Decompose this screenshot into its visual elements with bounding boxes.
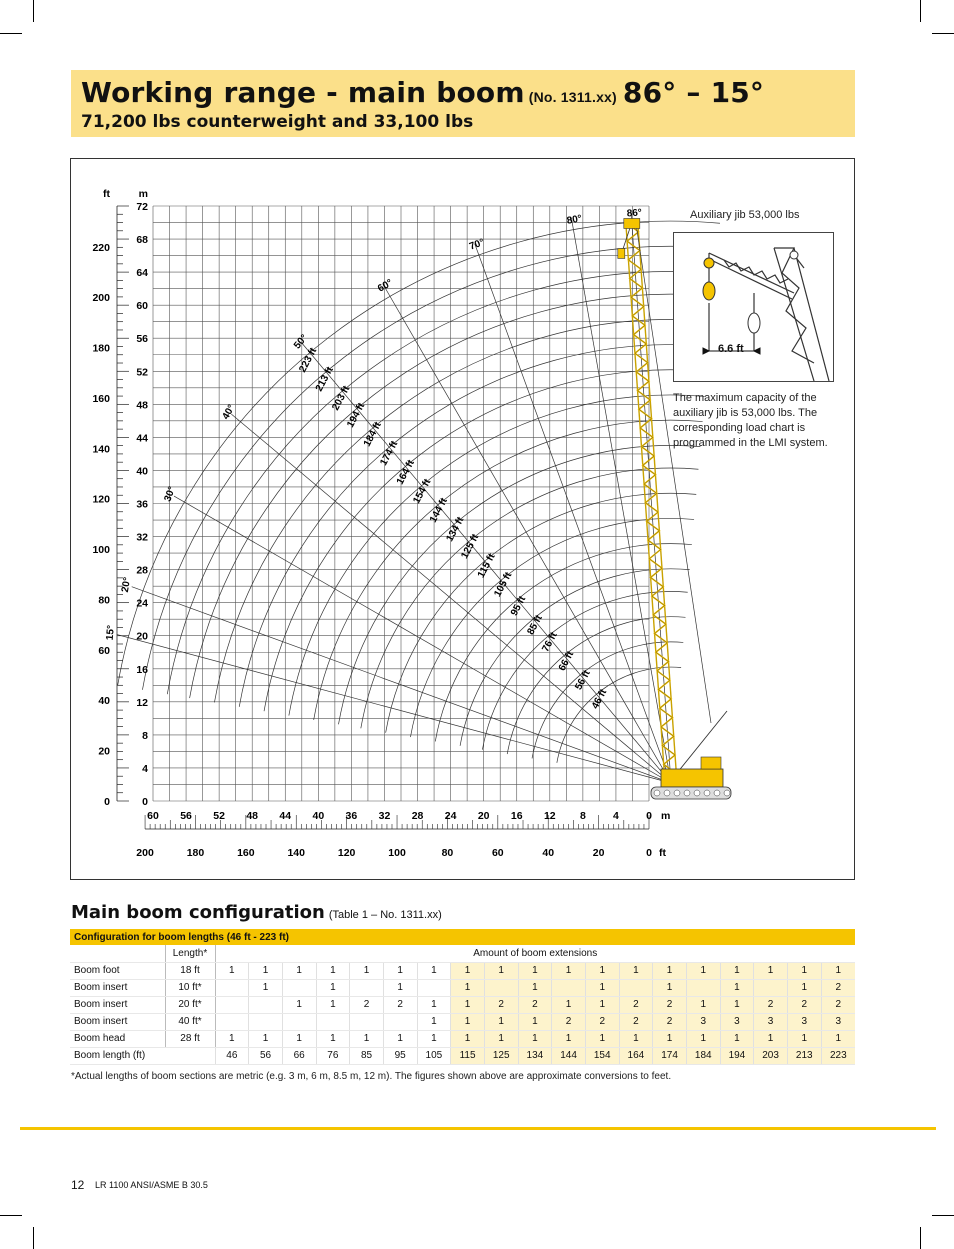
document-reference: LR 1100 ANSI/ASME B 30.5 xyxy=(95,1180,208,1190)
table-cell: 1 xyxy=(484,962,518,979)
table-cell: 1 xyxy=(686,1030,720,1047)
table-cell xyxy=(316,1013,350,1030)
y-tick-label-ft: 160 xyxy=(92,392,110,405)
table-cell: 1 xyxy=(720,1030,754,1047)
y-tick-label-ft: 60 xyxy=(98,644,110,657)
track-roller xyxy=(694,790,700,796)
upper-carriage xyxy=(661,769,723,787)
y-tick-label-ft: 180 xyxy=(92,342,110,355)
counterweight xyxy=(701,757,721,769)
boom-length-label: 66 ft xyxy=(556,649,577,673)
total-cell: 184 xyxy=(686,1047,720,1064)
extensions-header: Amount of boom extensions xyxy=(215,945,855,962)
boom-angle-label: 15° xyxy=(104,624,117,641)
total-cell: 125 xyxy=(484,1047,518,1064)
table-reference: (Table 1 – No. 1311.xx) xyxy=(328,909,442,921)
track-roller xyxy=(714,790,720,796)
boom-length-label: 213 ft xyxy=(313,365,336,394)
table-cell: 1 xyxy=(518,979,552,996)
boom-angle-label: 20° xyxy=(119,576,134,594)
table-cell: 1 xyxy=(585,996,619,1013)
table-cell: 1 xyxy=(552,996,586,1013)
table-cell: 1 xyxy=(754,962,788,979)
table-cell: 1 xyxy=(787,1030,821,1047)
row-label: Boom foot xyxy=(70,962,165,979)
hook-block xyxy=(618,248,625,258)
jib-dimension: 6.6 ft xyxy=(718,343,744,355)
title-banner xyxy=(71,70,855,137)
x-unit-m: m xyxy=(661,810,671,822)
table-row xyxy=(70,996,855,1013)
crop-mark xyxy=(33,0,34,22)
table-cell: 1 xyxy=(821,962,855,979)
total-cell: 213 xyxy=(787,1047,821,1064)
table-header: Configuration for boom lengths (46 ft - 223 ft) xyxy=(70,929,855,945)
track-roller xyxy=(664,790,670,796)
table-cell: 2 xyxy=(821,979,855,996)
boom-angle-label: 80° xyxy=(565,213,583,227)
table-cell: 1 xyxy=(619,962,653,979)
total-cell: 76 xyxy=(316,1047,350,1064)
x-tick-label-m: 36 xyxy=(345,810,358,822)
table-cell xyxy=(383,1013,417,1030)
table-cell: 2 xyxy=(821,996,855,1013)
table-cell: 1 xyxy=(787,979,821,996)
table-cell xyxy=(552,979,586,996)
table-cell: 1 xyxy=(552,1030,586,1047)
table-cell: 1 xyxy=(383,979,417,996)
table-cell xyxy=(282,1013,316,1030)
table-cell: 3 xyxy=(720,1013,754,1030)
boom-length-label: 56 ft xyxy=(573,668,593,692)
x-unit-ft: ft xyxy=(659,847,666,859)
total-cell: 46 xyxy=(215,1047,249,1064)
table-cell xyxy=(350,979,384,996)
x-tick-label-m: 8 xyxy=(579,810,586,822)
track-roller xyxy=(704,790,710,796)
y-tick-label-m: 44 xyxy=(136,432,148,445)
jib-illustration xyxy=(673,232,834,382)
angle-range: 86° – 15° xyxy=(622,76,765,109)
x-tick-label-ft: 120 xyxy=(337,847,356,859)
total-cell: 115 xyxy=(451,1047,485,1064)
table-row xyxy=(70,979,855,996)
table-cell: 1 xyxy=(720,979,754,996)
table-cell: 1 xyxy=(316,962,350,979)
table-cell: 1 xyxy=(282,1030,316,1047)
x-tick-label-m: 0 xyxy=(646,810,652,822)
boom-length-label: 85 ft xyxy=(525,613,545,637)
boom-length-label: 174 ft xyxy=(378,439,401,468)
chart-grid xyxy=(153,206,649,801)
section-title-text: Main boom configuration xyxy=(71,902,325,923)
row-label: Boom insert xyxy=(70,979,165,996)
y-tick-label-m: 68 xyxy=(136,234,148,247)
row-length: 18 ft xyxy=(165,962,215,979)
y-tick-label-m: 56 xyxy=(136,333,148,346)
boom-length-label: 105 ft xyxy=(492,570,515,599)
table-cell: 2 xyxy=(653,1013,687,1030)
boom-length-arc xyxy=(118,221,720,685)
boom-length-label: 144 ft xyxy=(427,496,450,525)
x-tick-label-ft: 160 xyxy=(237,847,255,859)
crop-mark xyxy=(920,0,921,22)
boom-length-label: 46 ft xyxy=(589,687,610,711)
x-tick-label-m: 16 xyxy=(510,810,523,822)
boom-length-label: 223 ft xyxy=(297,346,320,375)
x-tick-label-m: 44 xyxy=(279,810,292,822)
boom-length-label: 125 ft xyxy=(459,532,482,561)
y-tick-label-ft: 100 xyxy=(92,544,110,557)
x-tick-label-ft: 100 xyxy=(388,847,406,859)
x-tick-label-ft: 80 xyxy=(441,847,454,859)
table-cell: 1 xyxy=(484,1013,518,1030)
table-header-row xyxy=(70,929,855,945)
total-cell: 56 xyxy=(249,1047,283,1064)
x-tick-label-ft: 0 xyxy=(646,847,652,859)
table-cell: 2 xyxy=(552,1013,586,1030)
row-length: 28 ft xyxy=(165,1030,215,1047)
total-cell: 194 xyxy=(720,1047,754,1064)
y-unit-ft: ft xyxy=(103,188,110,200)
table-cell: 2 xyxy=(585,1013,619,1030)
total-cell: 223 xyxy=(821,1047,855,1064)
table-cell: 3 xyxy=(821,1013,855,1030)
y-tick-label-m: 60 xyxy=(136,300,148,313)
y-tick-label-m: 4 xyxy=(142,762,148,775)
x-tick-label-ft: 60 xyxy=(491,847,504,859)
total-cell: 85 xyxy=(350,1047,384,1064)
table-cell: 2 xyxy=(787,996,821,1013)
boom-length-arc xyxy=(435,544,692,742)
x-tick-label-m: 12 xyxy=(543,810,556,822)
boom-angle-ray xyxy=(631,211,671,783)
boom-angle-ray xyxy=(117,634,671,783)
table-cell: 1 xyxy=(316,996,350,1013)
table-cell: 3 xyxy=(686,1013,720,1030)
boom-configuration-table xyxy=(70,929,855,1065)
total-cell: 174 xyxy=(653,1047,687,1064)
table-cell: 1 xyxy=(316,979,350,996)
table-cell: 1 xyxy=(518,1030,552,1047)
table-cell: 1 xyxy=(619,1030,653,1047)
table-cell: 1 xyxy=(383,962,417,979)
row-label: Boom insert xyxy=(70,996,165,1013)
table-cell xyxy=(417,979,451,996)
crop-mark xyxy=(920,1227,921,1249)
table-cell: 1 xyxy=(484,1030,518,1047)
table-cell: 2 xyxy=(484,996,518,1013)
x-tick-label-ft: 40 xyxy=(542,847,555,859)
footer-rule xyxy=(20,1127,936,1130)
jib-note: The maximum capacity of the auxiliary jib is 53,000 lbs. The corresponding load chart is programmed in the LMI system. xyxy=(673,392,828,449)
boom-length-label: 154 ft xyxy=(411,477,434,506)
track-roller xyxy=(724,790,730,796)
x-tick-label-m: 56 xyxy=(180,810,192,822)
table-cell: 1 xyxy=(653,1030,687,1047)
y-tick-label-ft: 40 xyxy=(98,695,110,708)
total-label: Boom length (ft) xyxy=(70,1047,215,1064)
x-tick-label-m: 48 xyxy=(246,810,259,822)
y-tick-label-ft: 140 xyxy=(92,443,110,456)
table-cell: 1 xyxy=(585,962,619,979)
table-cell: 2 xyxy=(754,996,788,1013)
table-cell xyxy=(215,996,249,1013)
y-tick-label-m: 8 xyxy=(142,729,148,742)
boom-angle-label: 40° xyxy=(220,403,238,422)
y-tick-label-m: 36 xyxy=(136,498,148,511)
y-tick-label-m: 24 xyxy=(136,597,148,610)
x-tick-label-m: 32 xyxy=(378,810,391,822)
y-tick-label-m: 0 xyxy=(142,796,148,808)
boom-length-label: 115 ft xyxy=(475,551,498,580)
table-cell: 1 xyxy=(417,1030,451,1047)
table-row xyxy=(70,962,855,979)
table-cell xyxy=(350,1013,384,1030)
x-tick-label-m: 24 xyxy=(444,810,457,822)
boom-angle-label: 30° xyxy=(162,485,178,504)
boom-length-label: 203 ft xyxy=(330,384,353,413)
boom-angle-label: 70° xyxy=(467,237,486,253)
boom-angle-ray xyxy=(174,496,671,783)
crop-mark xyxy=(932,1215,954,1216)
boom-angle-label: 50° xyxy=(291,332,311,352)
boom-angle-label: 60° xyxy=(376,277,395,295)
boom-length-label: 164 ft xyxy=(394,458,417,487)
boom-angle-ray xyxy=(231,414,671,783)
table-cell: 1 xyxy=(451,979,485,996)
table-cell: 2 xyxy=(383,996,417,1013)
y-tick-label-m: 16 xyxy=(136,663,148,676)
table-cell: 1 xyxy=(417,996,451,1013)
aux-jib-drawing xyxy=(674,233,833,381)
y-tick-label-m: 12 xyxy=(136,696,148,709)
total-cell: 144 xyxy=(552,1047,586,1064)
crop-mark xyxy=(0,1215,22,1216)
y-tick-label-m: 32 xyxy=(136,531,148,544)
table-cell xyxy=(619,979,653,996)
table-cell: 1 xyxy=(686,962,720,979)
length-header: Length* xyxy=(165,945,215,962)
y-unit-m: m xyxy=(138,188,148,200)
table-cell: 2 xyxy=(619,1013,653,1030)
table-cell: 1 xyxy=(787,962,821,979)
row-label: Boom insert xyxy=(70,1013,165,1030)
page-title xyxy=(81,76,764,109)
table-cell: 1 xyxy=(451,1013,485,1030)
page-subtitle: 71,200 lbs counterweight and 33,100 lbs xyxy=(81,112,474,132)
table-cell: 1 xyxy=(249,1030,283,1047)
row-length: 40 ft* xyxy=(165,1013,215,1030)
x-tick-label-ft: 180 xyxy=(186,847,205,859)
boom-head xyxy=(624,218,640,228)
title-text: Working range - main boom xyxy=(81,76,525,109)
table-cell: 2 xyxy=(350,996,384,1013)
table-cell: 1 xyxy=(215,1030,249,1047)
table-cell: 1 xyxy=(417,962,451,979)
model-number: (No. 1311.xx) xyxy=(528,89,617,105)
table-cell: 1 xyxy=(653,962,687,979)
y-tick-label-m: 40 xyxy=(136,465,148,478)
total-cell: 154 xyxy=(585,1047,619,1064)
table-cell xyxy=(215,1013,249,1030)
table-cell: 1 xyxy=(720,962,754,979)
table-cell xyxy=(686,979,720,996)
empty-cell xyxy=(70,945,165,962)
axis-ticks xyxy=(117,206,649,829)
table-cell: 1 xyxy=(585,979,619,996)
y-tick-label-ft: 220 xyxy=(92,241,110,254)
table-cell: 2 xyxy=(518,996,552,1013)
table-row xyxy=(70,1013,855,1030)
table-cell: 1 xyxy=(552,962,586,979)
table-cell: 1 xyxy=(653,979,687,996)
table-cell: 1 xyxy=(451,1030,485,1047)
table-cell: 1 xyxy=(451,962,485,979)
table-cell: 1 xyxy=(821,1030,855,1047)
table-cell: 1 xyxy=(249,962,283,979)
boom-angle-ray xyxy=(384,286,671,783)
y-tick-label-ft: 80 xyxy=(98,594,110,607)
total-cell: 66 xyxy=(282,1047,316,1064)
table-cell: 1 xyxy=(249,979,283,996)
table-total-row xyxy=(70,1047,855,1064)
y-tick-label-m: 72 xyxy=(136,201,148,213)
track-roller xyxy=(654,790,660,796)
table-cell: 1 xyxy=(282,996,316,1013)
table-cell: 2 xyxy=(619,996,653,1013)
jib-caption: Auxiliary jib 53,000 lbs xyxy=(690,209,800,221)
boom-angle-ray xyxy=(571,218,671,783)
boom-length-label: 134 ft xyxy=(444,515,467,544)
x-tick-label-ft: 200 xyxy=(136,847,154,859)
table-cell: 1 xyxy=(518,962,552,979)
boom-length-label: 76 ft xyxy=(540,630,560,654)
table-cell: 1 xyxy=(451,996,485,1013)
total-cell: 95 xyxy=(383,1047,417,1064)
y-tick-label-m: 28 xyxy=(136,564,148,577)
table-cell xyxy=(249,996,283,1013)
table-cell: 1 xyxy=(350,1030,384,1047)
table-subheader-row xyxy=(70,945,855,962)
y-tick-label-ft: 0 xyxy=(104,796,110,808)
table-cell: 1 xyxy=(518,1013,552,1030)
x-tick-label-m: 4 xyxy=(613,810,619,822)
y-tick-label-m: 48 xyxy=(136,399,148,412)
table-cell xyxy=(215,979,249,996)
row-label: Boom head xyxy=(70,1030,165,1047)
crop-mark xyxy=(932,33,954,34)
section-title xyxy=(71,902,442,923)
boom-length-arc xyxy=(410,518,694,737)
boom-angle-label: 86° xyxy=(626,207,643,220)
table-cell: 3 xyxy=(754,1013,788,1030)
total-cell: 164 xyxy=(619,1047,653,1064)
total-cell: 203 xyxy=(754,1047,788,1064)
table-cell xyxy=(249,1013,283,1030)
page-number: 12 xyxy=(71,1178,85,1192)
y-tick-label-ft: 20 xyxy=(98,745,110,758)
boom-length-label: 95 ft xyxy=(508,594,529,618)
x-tick-label-ft: 140 xyxy=(287,847,306,859)
x-tick-label-m: 60 xyxy=(147,810,159,822)
boom-angle-rays xyxy=(117,211,671,783)
table-row xyxy=(70,1030,855,1047)
y-tick-label-m: 52 xyxy=(136,366,148,379)
crop-mark xyxy=(33,1227,34,1249)
boom-length-label: 194 ft xyxy=(345,401,368,430)
table-cell: 1 xyxy=(754,1030,788,1047)
row-length: 10 ft* xyxy=(165,979,215,996)
table-cell: 1 xyxy=(585,1030,619,1047)
boom-length-arc xyxy=(361,468,699,728)
x-tick-label-m: 20 xyxy=(477,810,490,822)
y-tick-label-ft: 200 xyxy=(92,292,110,305)
table-cell: 1 xyxy=(417,1013,451,1030)
table-cell: 1 xyxy=(686,996,720,1013)
y-tick-label-m: 20 xyxy=(136,630,148,643)
boom-angle-ray xyxy=(132,587,671,783)
track-roller xyxy=(674,790,680,796)
table-cell xyxy=(754,979,788,996)
x-tick-label-m: 40 xyxy=(312,810,325,822)
boom-length-label: 184 ft xyxy=(361,420,384,449)
table-cell: 1 xyxy=(350,962,384,979)
crop-mark xyxy=(0,33,22,34)
table-cell: 1 xyxy=(282,962,316,979)
table-cell xyxy=(484,979,518,996)
x-tick-label-m: 52 xyxy=(213,810,225,822)
x-tick-label-m: 28 xyxy=(411,810,424,822)
table-cell xyxy=(282,979,316,996)
table-cell: 1 xyxy=(215,962,249,979)
total-cell: 105 xyxy=(417,1047,451,1064)
track-roller xyxy=(684,790,690,796)
table-cell: 1 xyxy=(720,996,754,1013)
table-cell: 3 xyxy=(787,1013,821,1030)
footnote: *Actual lengths of boom sections are metric (e.g. 3 m, 6 m, 8.5 m, 12 m). The figures shown above are approximate conversions to feet. xyxy=(71,1071,672,1082)
x-tick-label-ft: 20 xyxy=(592,847,605,859)
y-tick-label-m: 64 xyxy=(136,267,148,280)
table-cell: 1 xyxy=(383,1030,417,1047)
total-cell: 134 xyxy=(518,1047,552,1064)
row-length: 20 ft* xyxy=(165,996,215,1013)
y-tick-label-ft: 120 xyxy=(92,493,110,506)
table-cell: 2 xyxy=(653,996,687,1013)
table-cell: 1 xyxy=(316,1030,350,1047)
